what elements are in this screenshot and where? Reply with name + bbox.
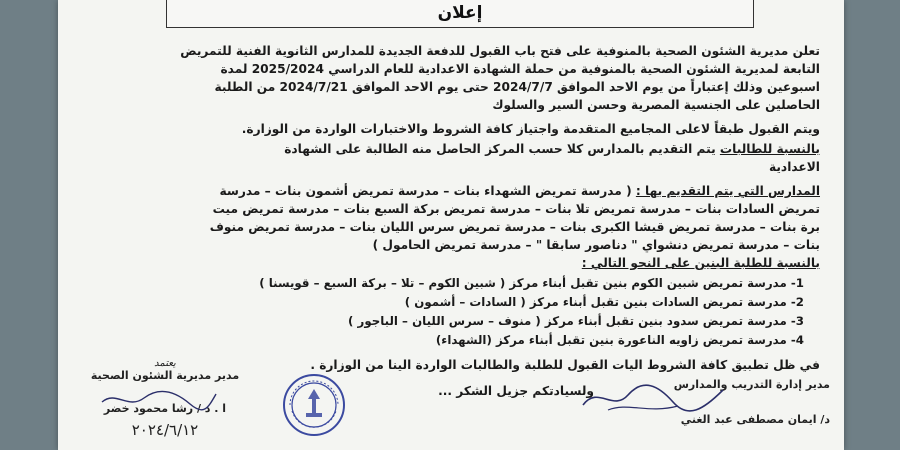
paragraph1-line: اسبوعين وذلك إعتباراً من يوم الاحد الموافق 2024/7/7 حتى يوم الاحد الموافق 2024/7/21 من الطلبة (214, 80, 820, 94)
list-item: 2- مدرسة تمريض السادات بنين تقبل أبناء مركز ( السادات – أشمون ) (404, 295, 804, 309)
approval-mark: يعتمد (154, 358, 176, 369)
schools-label: المدارس التي يتم التقديم بها : (635, 184, 820, 198)
closing-thanks: ولسيادتكم جزيل الشكر ... (438, 384, 594, 398)
schools-line: تمريض السادات بنات – مدرسة تمريض تلا بنات – مدرسة تمريض بركة السبع بنات – مدرسة تمريض ميت (212, 202, 820, 216)
paragraph1-line: تعلن مديرية الشئون الصحية بالمنوفية على فتح باب القبول للدفعة الجديدة للمدارس الثانوية الفنية للتمريض (180, 44, 820, 58)
left-signer-title: مدير مديرية الشئون الصحية (90, 369, 240, 382)
paragraph1-line: الحاصلين على الجنسية المصرية وحسن السير والسلوك (492, 98, 820, 112)
list-item: 1- مدرسة تمريض شبين الكوم بنين تقبل أبناء مركز ( شبين الكوم – تلا – بركة السبع – قويسنا ) (259, 276, 804, 290)
signature-scribble-icon (98, 388, 218, 412)
right-signer-name: د/ ايمان مصطفى عبد الغني (680, 413, 830, 426)
girls-text: يتم التقديم بالمدارس كلا حسب المركز الحاصل منه الطالبة على الشهادة (284, 142, 716, 156)
girls-label: بالنسبة للطالبات (719, 142, 820, 156)
paragraph1-line: التابعة لمديرية الشئون الصحية بالمنوفية من حملة الشهادة الاعدادية للعام الدراسي 2025/2024 لمدة (220, 62, 820, 76)
schools-line: برة بنات – مدرسة تمريض قيشا الكبرى بنات – مدرسة تمريض سرس الليان بنات – مدرسة تمريض منوف (209, 220, 820, 234)
left-signer-name: ا . د / رشا محمود خضر (103, 402, 227, 415)
list-item: 4- مدرسة تمريض زاويه الناعورة بنين تقبل أبناء مركز (الشهداء) (435, 333, 804, 347)
handwritten-date: ٢٠٢٤/٦/١٢ (131, 421, 199, 439)
document-title: إعلان (437, 3, 483, 23)
closing-line: في ظل تطبيق كافة الشروط اليات القبول للطلبة والطالبات الواردة الينا من الوزارة . (310, 358, 820, 372)
paragraph2: ويتم القبول طبقاً لاعلى المجاميع المتقدمة واجتياز كافة الشروط والاختبارات الواردة من الوزارة. (241, 122, 820, 136)
official-seal-icon (282, 373, 346, 437)
girls-line-2: الاعدادية (768, 160, 820, 174)
girls-line (78, 142, 820, 156)
list-item: 3- مدرسة تمريض سدود بنين تقبل أبناء مركز ( منوف – سرس الليان – الباجور ) (348, 314, 804, 328)
signature-scribble-icon (578, 380, 728, 416)
boys-label: بالنسبة للطلبة البنين على النحو التالي : (581, 256, 820, 270)
schools-line: بنات – مدرسة تمريض دنشواي " دناصور سابقا " – مدرسة تمريض الحامول ) (372, 238, 820, 252)
schools-line (78, 184, 820, 198)
announcement-document (58, 0, 844, 450)
title-banner (166, 0, 754, 28)
right-signer-title: مدير إدارة التدريب والمدارس (673, 378, 830, 391)
schools-text: ( مدرسة تمريض الشهداء بنات – مدرسة تمريض أشمون بنات – مدرسة (219, 184, 632, 198)
